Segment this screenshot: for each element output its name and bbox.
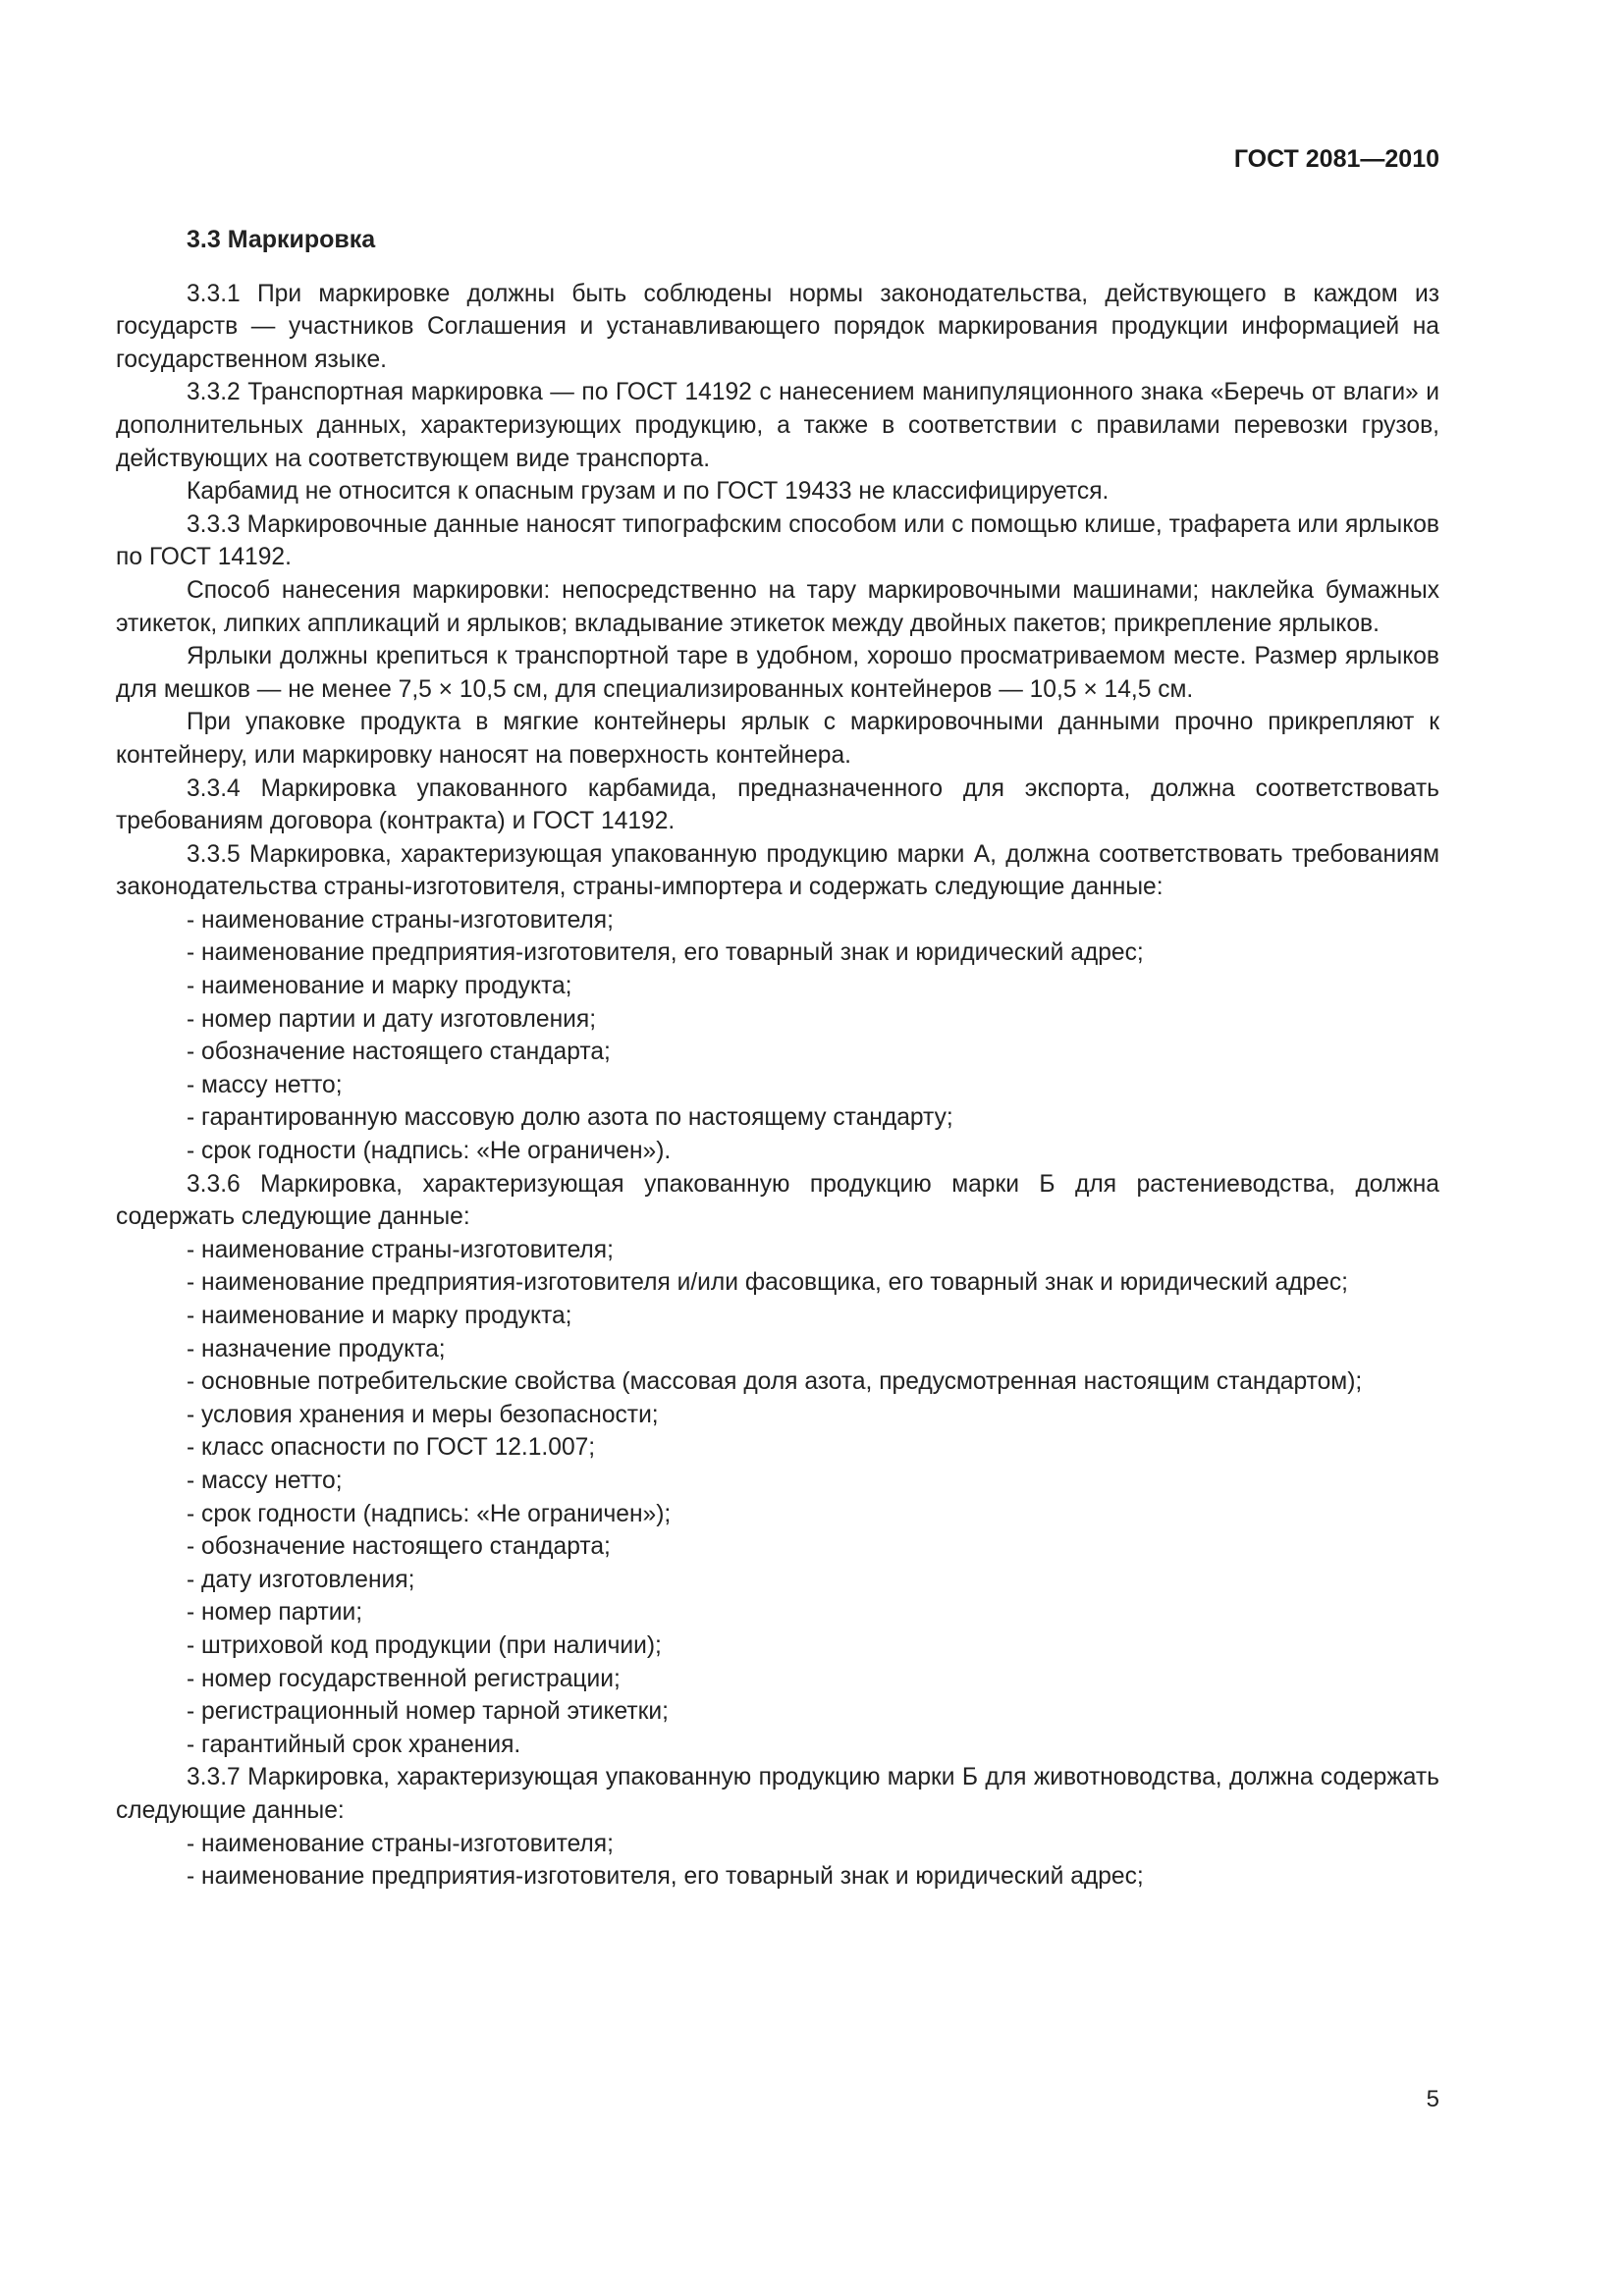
list-item: - обозначение настоящего стандарта; xyxy=(187,1039,611,1066)
list-item: - массу нетто; xyxy=(187,1071,343,1098)
list-item: - номер государственной регистрации; xyxy=(187,1665,621,1692)
list-item: - регистрационный номер тарной этикетки; xyxy=(187,1698,669,1726)
list-item: - срок годности (надпись: «Не ограничен»); xyxy=(187,1500,672,1527)
paragraph-3-3-6: 3.3.6 Маркировка, характеризующая упакованную продукцию марки Б для растениеводства, должна содержать следующие данные: xyxy=(116,1170,1439,1231)
list-item: - обозначение настоящего стандарта; xyxy=(187,1533,611,1561)
paragraph-label-size: Ярлыки должны крепиться к транспортной таре в удобном, хорошо просматриваемом месте. Размер ярлыков для мешков — не менее 7,5 × 10,5 см, для специализированных контейнеров — 10,5 × 14,5 см. xyxy=(116,643,1439,703)
list-item: - наименование и марку продукта; xyxy=(187,1303,572,1329)
list-item: - номер партии и дату изготовления; xyxy=(187,1005,597,1033)
list-item: - штриховой код продукции (при наличии); xyxy=(187,1631,662,1659)
page-number: 5 xyxy=(1426,2086,1439,2112)
list-item: - наименование и марку продукта; xyxy=(187,973,572,1000)
document-code-header: ГОСТ 2081—2010 xyxy=(1233,145,1439,173)
paragraph-soft-containers: При упаковке продукта в мягкие контейнеры ярлык с маркировочными данными прочно прикрепляют к контейнеру, или маркировку наносят на поверхность контейнера. xyxy=(116,709,1439,769)
paragraph-3-3-7: 3.3.7 Маркировка, характеризующая упакованную продукцию марки Б для животноводства, должна содержать следующие данные: xyxy=(116,1764,1439,1824)
paragraph-3-3-1: 3.3.1 При маркировке должны быть соблюдены нормы законодательства, действующего в каждом из государств — участников Соглашения и устанавливающего порядок маркирования продукции информацией на государственном языке. xyxy=(116,280,1439,373)
list-item: - наименование страны-изготовителя; xyxy=(187,1830,614,1857)
list-item: - наименование предприятия-изготовителя и/или фасовщика, его товарный знак и юридический адрес; xyxy=(187,1269,1348,1297)
paragraph-3-3-4: 3.3.4 Маркировка упакованного карбамида, предназначенного для экспорта, должна соответствовать требованиям договора (контракта) и ГОСТ 14192. xyxy=(116,774,1439,835)
document-body xyxy=(116,224,1439,1894)
paragraph-3-3-2: 3.3.2 Транспортная маркировка — по ГОСТ 14192 с нанесением манипуляционного знака «Беречь от влаги» и дополнительных данных, характеризующих продукцию, а также в соответствии с правилами перевозки грузов, действующих на соответствующем виде транспорта. xyxy=(116,379,1439,472)
list-item: - основные потребительские свойства (массовая доля азота, предусмотренная настоящим стандартом); xyxy=(187,1368,1363,1396)
paragraph-hazard-note: Карбамид не относится к опасным грузам и по ГОСТ 19433 не классифицируется. xyxy=(187,478,1110,506)
paragraph-3-3-3: 3.3.3 Маркировочные данные наносят типографским способом или с помощью клише, трафарета или ярлыков по ГОСТ 14192. xyxy=(116,510,1439,571)
list-item: - номер партии; xyxy=(187,1599,363,1627)
list-item: - наименование страны-изготовителя; xyxy=(187,1236,614,1263)
list-item: - наименование предприятия-изготовителя, его товарный знак и юридический адрес; xyxy=(187,939,1144,967)
paragraph-marking-method: Способ нанесения маркировки: непосредственно на тару маркировочными машинами; наклейка бумажных этикеток, липких аппликаций и ярлыков; вкладывание этикеток между двойных пакетов; прикрепление ярлыков. xyxy=(116,576,1439,637)
list-item: - дату изготовления; xyxy=(187,1566,415,1593)
paragraph-3-3-5: 3.3.5 Маркировка, характеризующая упакованную продукцию марки А, должна соответствовать требованиям законодательства страны-изготовителя, страны-импортера и содержать следующие данные: xyxy=(116,840,1439,901)
list-item: - срок годности (надпись: «Не ограничен»). xyxy=(187,1138,672,1165)
list-item: - гарантийный срок хранения. xyxy=(187,1731,521,1758)
list-item: - гарантированную массовую долю азота по настоящему стандарту; xyxy=(187,1104,953,1132)
list-item: - класс опасности по ГОСТ 12.1.007; xyxy=(187,1434,596,1462)
list-item: - назначение продукта; xyxy=(187,1335,446,1362)
section-title: 3.3 Маркировка xyxy=(187,226,376,253)
list-item: - массу нетто; xyxy=(187,1467,343,1494)
list-item: - наименование страны-изготовителя; xyxy=(187,906,614,934)
list-item: - наименование предприятия-изготовителя, его товарный знак и юридический адрес; xyxy=(187,1863,1144,1891)
list-item: - условия хранения и меры безопасности; xyxy=(187,1401,659,1428)
